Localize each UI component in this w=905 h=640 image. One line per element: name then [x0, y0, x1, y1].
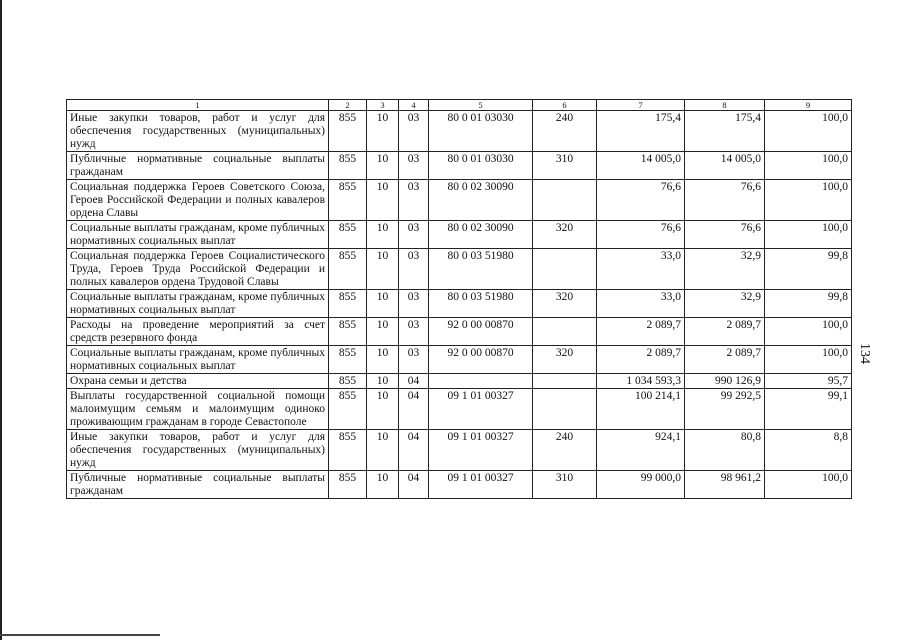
- execution-percent: 99,8: [765, 249, 852, 290]
- executed-amount: 14 005,0: [685, 152, 765, 180]
- execution-percent: 99,8: [765, 290, 852, 318]
- subsection-code: 04: [399, 471, 429, 499]
- table-body: [67, 111, 852, 499]
- table-row: [67, 346, 852, 374]
- execution-percent: 100,0: [765, 180, 852, 221]
- executed-amount: 80,8: [685, 430, 765, 471]
- executed-amount: 98 961,2: [685, 471, 765, 499]
- target-article-code: 80 0 03 51980: [429, 290, 533, 318]
- subsection-code: 03: [399, 152, 429, 180]
- column-header-9: 9: [765, 100, 852, 111]
- execution-percent: 100,0: [765, 221, 852, 249]
- expense-type-code: [533, 318, 597, 346]
- section-code: 10: [367, 111, 399, 152]
- table-row: [67, 374, 852, 389]
- subsection-code: 04: [399, 374, 429, 389]
- ministry-code: 855: [329, 389, 367, 430]
- target-article-code: 80 0 02 30090: [429, 180, 533, 221]
- header-row: [67, 100, 852, 111]
- expense-type-code: 240: [533, 430, 597, 471]
- ministry-code: 855: [329, 374, 367, 389]
- subsection-code: 04: [399, 430, 429, 471]
- column-header-3: 3: [367, 100, 399, 111]
- approved-amount: 33,0: [597, 290, 685, 318]
- ministry-code: 855: [329, 249, 367, 290]
- target-article-code: 92 0 00 00870: [429, 346, 533, 374]
- section-code: 10: [367, 180, 399, 221]
- approved-amount: 76,6: [597, 180, 685, 221]
- approved-amount: 14 005,0: [597, 152, 685, 180]
- section-code: 10: [367, 290, 399, 318]
- ministry-code: 855: [329, 221, 367, 249]
- target-article-code: 92 0 00 00870: [429, 318, 533, 346]
- approved-amount: 99 000,0: [597, 471, 685, 499]
- section-code: 10: [367, 152, 399, 180]
- approved-amount: 100 214,1: [597, 389, 685, 430]
- table-row: [67, 152, 852, 180]
- subsection-code: 03: [399, 249, 429, 290]
- column-header-8: 8: [685, 100, 765, 111]
- section-code: 10: [367, 249, 399, 290]
- execution-percent: 100,0: [765, 346, 852, 374]
- page-number: 134: [857, 343, 872, 364]
- item-name: Социальные выплаты гражданам, кроме публичных нормативных социальных выплат: [67, 290, 329, 318]
- expense-type-code: [533, 180, 597, 221]
- expense-type-code: 320: [533, 290, 597, 318]
- executed-amount: 2 089,7: [685, 346, 765, 374]
- subsection-code: 03: [399, 318, 429, 346]
- executed-amount: 32,9: [685, 249, 765, 290]
- page-edge-bottom: [0, 634, 160, 636]
- target-article-code: [429, 374, 533, 389]
- column-header-6: 6: [533, 100, 597, 111]
- item-name: Иные закупки товаров, работ и услуг для обеспечения государственных (муниципальных) нужд: [67, 430, 329, 471]
- ministry-code: 855: [329, 180, 367, 221]
- section-code: 10: [367, 346, 399, 374]
- item-name: Социальная поддержка Героев Социалистического Труда, Героев Труда Российской Федерации и полных кавалеров ордена Трудовой Славы: [67, 249, 329, 290]
- target-article-code: 09 1 01 00327: [429, 389, 533, 430]
- table-row: [67, 111, 852, 152]
- section-code: 10: [367, 221, 399, 249]
- item-name: Социальные выплаты гражданам, кроме публичных нормативных социальных выплат: [67, 346, 329, 374]
- target-article-code: 80 0 01 03030: [429, 152, 533, 180]
- execution-percent: 100,0: [765, 471, 852, 499]
- table-row: [67, 389, 852, 430]
- expense-type-code: 310: [533, 471, 597, 499]
- execution-percent: 99,1: [765, 389, 852, 430]
- approved-amount: 2 089,7: [597, 318, 685, 346]
- approved-amount: 33,0: [597, 249, 685, 290]
- approved-amount: 2 089,7: [597, 346, 685, 374]
- table-row: [67, 180, 852, 221]
- item-name: Социальная поддержка Героев Советского Союза, Героев Российской Федерации и полных кавалеров ордена Славы: [67, 180, 329, 221]
- ministry-code: 855: [329, 152, 367, 180]
- item-name: Иные закупки товаров, работ и услуг для обеспечения государственных (муниципальных) нужд: [67, 111, 329, 152]
- execution-percent: 100,0: [765, 152, 852, 180]
- column-header-5: 5: [429, 100, 533, 111]
- subsection-code: 04: [399, 389, 429, 430]
- table-row: [67, 430, 852, 471]
- ministry-code: 855: [329, 346, 367, 374]
- expense-type-code: [533, 389, 597, 430]
- executed-amount: 76,6: [685, 180, 765, 221]
- executed-amount: 2 089,7: [685, 318, 765, 346]
- target-article-code: 80 0 02 30090: [429, 221, 533, 249]
- item-name: Выплаты государственной социальной помощи малоимущим семьям и малоимущим одиноко проживающим гражданам в городе Севастополе: [67, 389, 329, 430]
- section-code: 10: [367, 389, 399, 430]
- section-code: 10: [367, 374, 399, 389]
- table-row: [67, 249, 852, 290]
- table-row: [67, 318, 852, 346]
- subsection-code: 03: [399, 346, 429, 374]
- item-name: Расходы на проведение мероприятий за счет средств резервного фонда: [67, 318, 329, 346]
- execution-percent: 100,0: [765, 111, 852, 152]
- target-article-code: 80 0 03 51980: [429, 249, 533, 290]
- target-article-code: 09 1 01 00327: [429, 471, 533, 499]
- executed-amount: 175,4: [685, 111, 765, 152]
- table-row: [67, 221, 852, 249]
- executed-amount: 76,6: [685, 221, 765, 249]
- subsection-code: 03: [399, 290, 429, 318]
- column-header-1: 1: [67, 100, 329, 111]
- column-header-2: 2: [329, 100, 367, 111]
- item-name: Публичные нормативные социальные выплаты гражданам: [67, 152, 329, 180]
- approved-amount: 924,1: [597, 430, 685, 471]
- column-header-4: 4: [399, 100, 429, 111]
- ministry-code: 855: [329, 111, 367, 152]
- budget-table: [66, 99, 852, 499]
- section-code: 10: [367, 430, 399, 471]
- table-row: [67, 471, 852, 499]
- expense-type-code: 310: [533, 152, 597, 180]
- execution-percent: 100,0: [765, 318, 852, 346]
- expense-type-code: [533, 249, 597, 290]
- execution-percent: 8,8: [765, 430, 852, 471]
- subsection-code: 03: [399, 180, 429, 221]
- target-article-code: 80 0 01 03030: [429, 111, 533, 152]
- ministry-code: 855: [329, 471, 367, 499]
- ministry-code: 855: [329, 430, 367, 471]
- expense-type-code: 320: [533, 346, 597, 374]
- item-name: Публичные нормативные социальные выплаты гражданам: [67, 471, 329, 499]
- approved-amount: 175,4: [597, 111, 685, 152]
- target-article-code: 09 1 01 00327: [429, 430, 533, 471]
- ministry-code: 855: [329, 290, 367, 318]
- subsection-code: 03: [399, 111, 429, 152]
- column-header-7: 7: [597, 100, 685, 111]
- execution-percent: 95,7: [765, 374, 852, 389]
- section-code: 10: [367, 318, 399, 346]
- expense-type-code: [533, 374, 597, 389]
- executed-amount: 99 292,5: [685, 389, 765, 430]
- subsection-code: 03: [399, 221, 429, 249]
- page-edge-left: [0, 0, 2, 640]
- section-code: 10: [367, 471, 399, 499]
- table-row: [67, 290, 852, 318]
- approved-amount: 76,6: [597, 221, 685, 249]
- item-name: Социальные выплаты гражданам, кроме публичных нормативных социальных выплат: [67, 221, 329, 249]
- expense-type-code: 240: [533, 111, 597, 152]
- ministry-code: 855: [329, 318, 367, 346]
- item-name: Охрана семьи и детства: [67, 374, 329, 389]
- executed-amount: 990 126,9: [685, 374, 765, 389]
- expense-type-code: 320: [533, 221, 597, 249]
- approved-amount: 1 034 593,3: [597, 374, 685, 389]
- executed-amount: 32,9: [685, 290, 765, 318]
